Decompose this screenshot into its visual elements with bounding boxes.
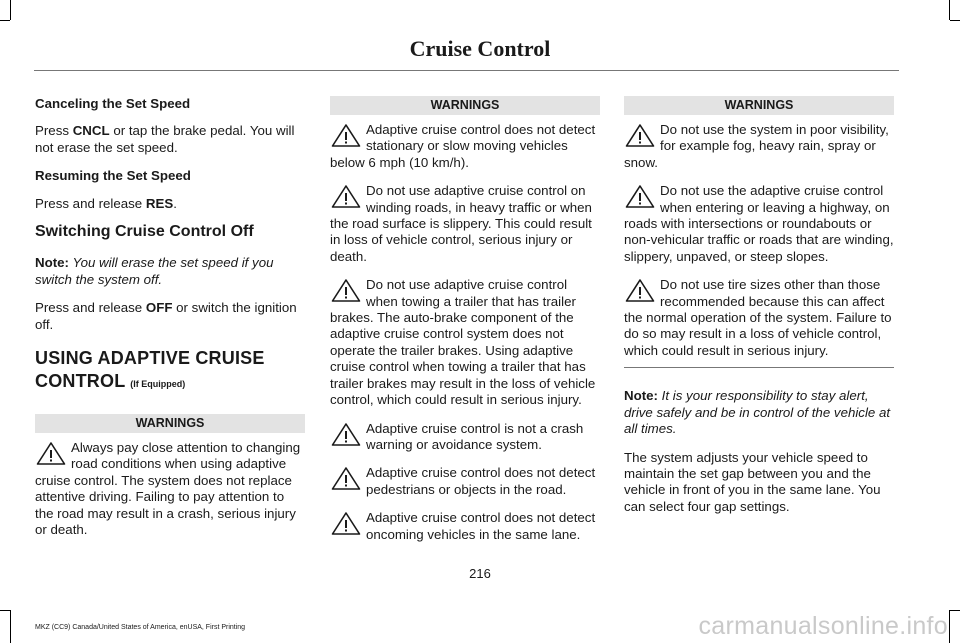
warning-triangle-icon (330, 421, 364, 447)
column-right (624, 96, 894, 527)
note-label: Note: (35, 255, 69, 271)
warning-item (330, 510, 600, 543)
note-text: It is your responsibility to stay alert, drive safely and be in control of the vehicle at all times. (624, 388, 891, 437)
text-run: or switch the ignition off. (35, 300, 297, 332)
warnings-header: WARNINGS (330, 96, 600, 115)
warning-item (330, 122, 600, 171)
note (624, 388, 894, 437)
warnings-header: WARNINGS (624, 96, 894, 115)
warning-item (624, 122, 894, 171)
warning-item (330, 421, 600, 454)
warning-triangle-icon (330, 465, 364, 491)
warning-text: Do not use tire sizes other than those recommended because this can affect the normal operation of the system. Failure to do so may result in a loss of vehicle control, which could result in serious injury. (624, 277, 892, 358)
text-run: Press (35, 123, 73, 139)
page-number: 216 (469, 566, 491, 581)
warning-triangle-icon (624, 122, 658, 148)
page-title: Cruise Control (409, 36, 551, 61)
section-qualifier: (If Equipped) (130, 379, 186, 390)
off-text (35, 300, 305, 333)
crop-mark (950, 20, 960, 21)
note (35, 255, 305, 288)
warning-text: Do not use the system in poor visibility, for example fog, heavy rain, spray or snow. (624, 122, 889, 170)
warning-text: Adaptive cruise control does not detect pedestrians or objects in the road. (366, 465, 596, 497)
warning-item (330, 183, 600, 265)
watermark: carmanualsonline.info (698, 612, 948, 640)
warning-item (624, 183, 894, 265)
warning-triangle-icon (330, 122, 364, 148)
warning-text: Adaptive cruise control is not a crash warning or avoidance system. (366, 420, 584, 452)
warning-text: Do not use adaptive cruise control when towing a trailer that has trailer brakes. The auto-brake component of the adaptive cruise control system does not operate the trailer brakes. Using adaptive cruise control when towing a trailer that has trailer brakes may result in the loss of vehicle control, which could result in serious injury. (330, 277, 596, 408)
crop-mark (0, 20, 10, 21)
note-label: Note: (624, 388, 658, 404)
warning-item (330, 465, 600, 498)
warning-text: Always pay close attention to changing road conditions when using adaptive cruise control. The system does not replace attentive driving. Failing to pay attention to the road may result in a crash, serious injury or death. (35, 440, 301, 538)
switch-off-heading: Switching Cruise Control Off (35, 223, 254, 241)
note-text: You will erase the set speed if you switch the system off. (35, 255, 274, 287)
body-text: The system adjusts your vehicle speed to maintain the set gap between you and the vehicle in front of you in the same lane. You can select four gap settings. (624, 449, 881, 514)
warning-triangle-icon (624, 183, 658, 209)
warning-item (330, 277, 600, 408)
resume-text (35, 196, 305, 212)
cancel-text (35, 123, 305, 156)
control-name: CNCL (72, 123, 110, 139)
warning-triangle-icon (330, 183, 364, 209)
warning-text: Adaptive cruise control does not detect oncoming vehicles in the same lane. (366, 510, 596, 542)
warning-triangle-icon (330, 510, 364, 536)
warning-text: Do not use adaptive cruise control on winding roads, in heavy traffic or when the road surface is slippery. This could result in loss of vehicle control, serious injury or death. (330, 183, 592, 264)
header-divider (34, 70, 899, 71)
warning-triangle-icon (35, 440, 69, 466)
resume-heading: Resuming the Set Speed (35, 168, 191, 184)
column-left (35, 96, 305, 551)
text-run: Press and release (35, 195, 146, 211)
warning-text: Adaptive cruise control does not detect stationary or slow moving vehicles below 6 mph (10 km/h). (330, 122, 596, 170)
crop-mark (10, 0, 11, 20)
warning-item (35, 440, 305, 538)
warning-text: Do not use the adaptive cruise control when entering or leaving a highway, on roads with intersections or roundabouts or non-vehicular traffic or roads that are winding, slippery, unpaved, or steep slopes. (624, 183, 894, 264)
text-run: . (173, 195, 177, 211)
section-title (35, 347, 305, 396)
control-name: OFF (145, 300, 173, 316)
text-run: or tap the brake pedal. You will not erase the set speed. (35, 123, 295, 155)
text-run: Press and release (35, 300, 146, 316)
column-middle (330, 96, 600, 555)
cancel-heading: Canceling the Set Speed (35, 96, 191, 111)
warning-item (624, 277, 894, 368)
crop-mark (950, 610, 960, 611)
crop-mark (949, 610, 950, 643)
warnings-header: WARNINGS (35, 414, 305, 433)
section-title-text: USING ADAPTIVE CRUISE CONTROL (35, 348, 265, 392)
crop-mark (10, 610, 11, 643)
edition-footer: MKZ (CC9) Canada/United States of America, enUSA, First Printing (35, 624, 246, 631)
warning-triangle-icon (330, 277, 364, 303)
crop-mark (0, 610, 10, 611)
crop-mark (949, 0, 950, 20)
warning-triangle-icon (624, 277, 658, 303)
control-name: RES (145, 195, 174, 211)
